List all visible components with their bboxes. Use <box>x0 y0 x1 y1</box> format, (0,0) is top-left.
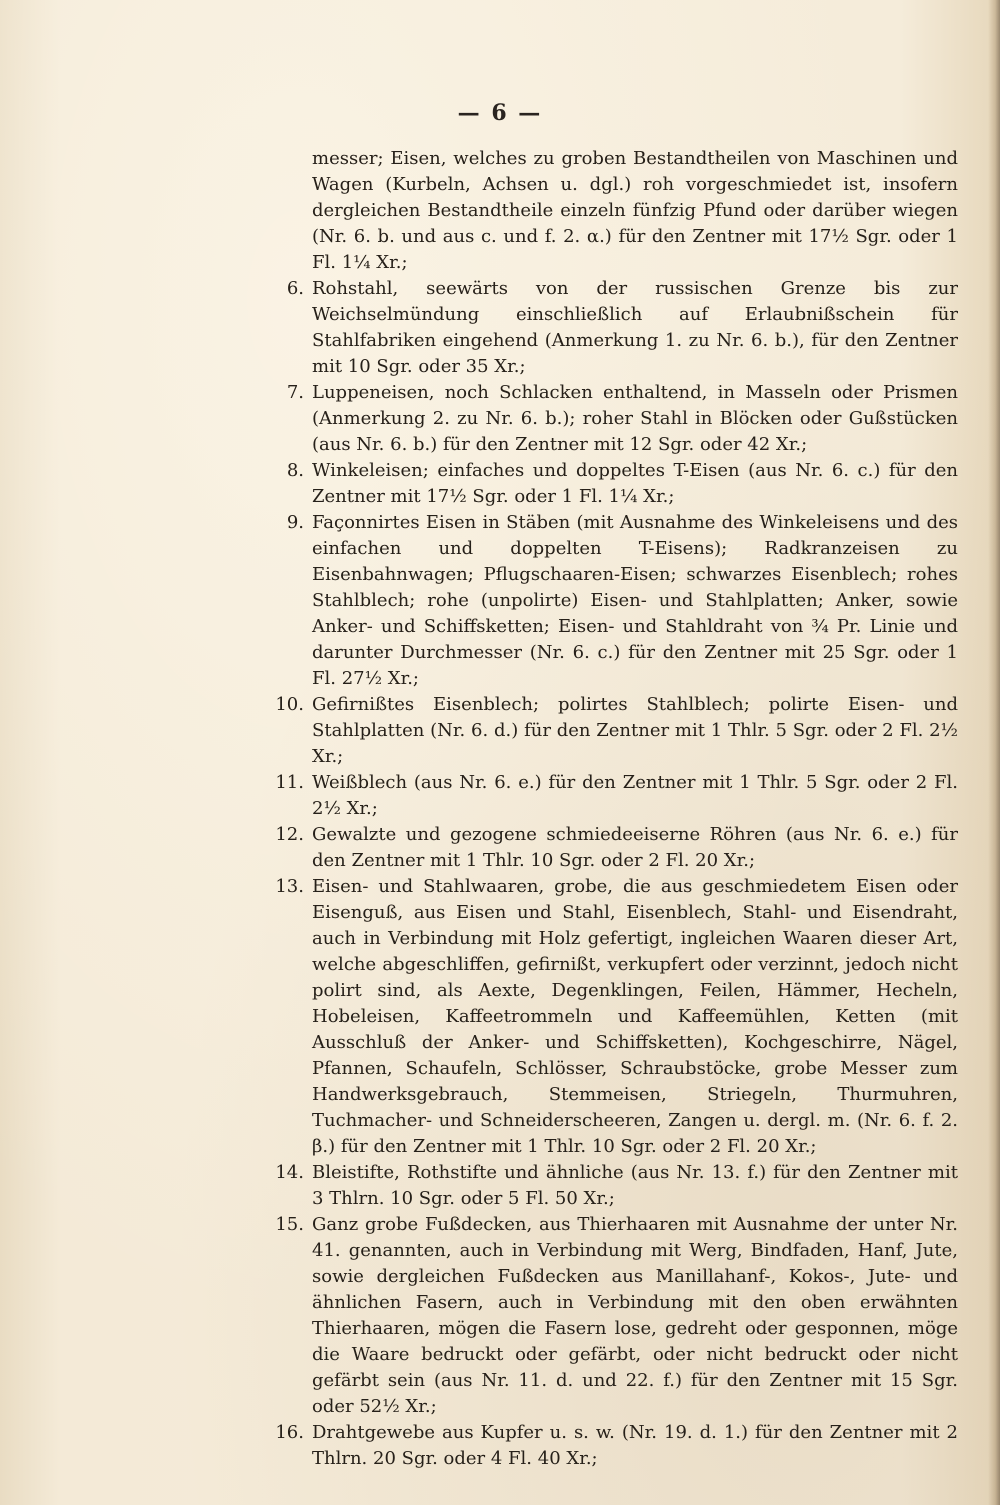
list-item <box>286 458 958 510</box>
item-number: 10. <box>275 694 304 715</box>
item-text: Rohstahl, seewärts von der russischen Grenze bis zur Weichselmündung einschließlich auf Erlaubnißschein für Stahlfabriken eingehend (Anmerkung 1. zu Nr. 6. b.), für den Zentner mit 10 Sgr. oder 35 Xr.; <box>312 278 958 377</box>
list-item <box>275 770 958 822</box>
list-item <box>275 1212 958 1420</box>
list-item <box>275 1160 958 1212</box>
item-text: Weißblech (aus Nr. 6. e.) für den Zentner mit 1 Thlr. 5 Sgr. oder 2 Fl. 2½ Xr.; <box>312 772 958 819</box>
item-text: Drahtgewebe aus Kupfer u. s. w. (Nr. 19. d. 1.) für den Zentner mit 2 Thlrn. 20 Sgr. oder 4 Fl. 40 Xr.; <box>312 1422 958 1469</box>
item-number: 12. <box>275 824 304 845</box>
item-number: 15. <box>275 1214 304 1235</box>
page-number: — 6 — <box>457 100 543 126</box>
item-text: Eisen- und Stahlwaaren, grobe, die aus geschmiedetem Eisen oder Eisenguß, aus Eisen und Stahl, Eisenblech, Stahl- und Eisendraht, auch in Verbindung mit Holz gefertigt, ingleichen Waaren dieser Art, welche abgeschliffen, gefirnißt, verkupfert oder verzinnt, jedoch nicht polirt sind, als Aexte, Degenklingen, Feilen, Hämmer, Hecheln, Hobeleisen, Kaffeetrommeln und Kaffeemühlen, Ketten (mit Ausschluß der Anker- und Schiffsketten), Kochgeschirre, Nägel, Pfannen, Schaufeln, Schlösser, Schraubstöcke, grobe Messer zum Handwerksgebrauch, Stemmeisen, Striegeln, Thurmuhren, Tuchmacher- und Schneiderscheeren, Zangen u. dergl. m. (Nr. 6. f. 2. β.) für den Zentner mit 1 Thlr. 10 Sgr. oder 2 Fl. 20 Xr.; <box>312 876 958 1157</box>
item-text: Luppeneisen, noch Schlacken enthaltend, in Masseln oder Prismen (Anmerkung 2. zu Nr. 6. b.); roher Stahl in Blöcken oder Gußstücken (aus Nr. 6. b.) für den Zentner mit 12 Sgr. oder 42 Xr.; <box>312 382 958 455</box>
item-text: Façonnirtes Eisen in Stäben (mit Ausnahme des Winkeleisens und des einfachen und doppelten T-Eisens); Radkranzeisen zu Eisenbahnwagen; Pflugschaaren-Eisen; schwarzes Eisenblech; rohes Stahlblech; rohe (unpolirte) Eisen- und Stahlplatten; Anker, sowie Anker- und Schiffsketten; Eisen- und Stahldraht von ¾ Pr. Linie und darunter Durchmesser (Nr. 6. c.) für den Zentner mit 25 Sgr. oder 1 Fl. 27½ Xr.; <box>312 512 958 689</box>
item-text: Ganz grobe Fußdecken, aus Thierhaaren mit Ausnahme der unter Nr. 41. genannten, auch in Verbindung mit Werg, Bindfaden, Hanf, Jute, sowie dergleichen Fußdecken aus Manillahanf-, Kokos-, Jute- und ähnlichen Fasern, auch in Verbindung mit den oben erwähnten Thierhaaren, mögen die Fasern lose, gedreht oder gesponnen, möge die Waare bedruckt oder gefärbt, oder nicht bedruckt oder nicht gefärbt sein (aus Nr. 11. d. und 22. f.) für den Zentner mit 15 Sgr. oder 52½ Xr.; <box>312 1214 958 1417</box>
item-number: 6. <box>286 278 304 299</box>
list-item <box>275 1420 958 1472</box>
item-text: Gefirnißtes Eisenblech; polirtes Stahlblech; polirte Eisen- und Stahlplatten (Nr. 6. d.) für den Zentner mit 1 Thlr. 5 Sgr. oder 2 Fl. 2½ Xr.; <box>312 694 958 767</box>
list-item <box>275 692 958 770</box>
list-item <box>286 276 958 380</box>
list-item <box>286 510 958 692</box>
tariff-list <box>275 146 958 1472</box>
list-item <box>275 822 958 874</box>
list-item <box>275 874 958 1160</box>
item-number: 9. <box>286 512 304 533</box>
item-number: 7. <box>286 382 304 403</box>
item-text: Winkeleisen; einfaches und doppeltes T-Eisen (aus Nr. 6. c.) für den Zentner mit 17½ Sgr. oder 1 Fl. 1¼ Xr.; <box>312 460 958 507</box>
page-spine-shadow <box>988 0 1000 1505</box>
list-item <box>286 380 958 458</box>
list-item <box>312 146 958 276</box>
item-number: 16. <box>275 1422 304 1443</box>
item-text: Gewalzte und gezogene schmiedeeiserne Röhren (aus Nr. 6. e.) für den Zentner mit 1 Thlr. 10 Sgr. oder 2 Fl. 20 Xr.; <box>312 824 958 871</box>
item-number: 11. <box>275 772 304 793</box>
item-number: 14. <box>275 1162 304 1183</box>
item-text: Bleistifte, Rothstifte und ähnliche (aus Nr. 13. f.) für den Zentner mit 3 Thlrn. 10 Sgr. oder 5 Fl. 50 Xr.; <box>312 1162 958 1209</box>
item-number: 13. <box>275 876 304 897</box>
item-text: messer; Eisen, welches zu groben Bestandtheilen von Maschinen und Wagen (Kurbeln, Achsen u. dgl.) roh vorgeschmiedet ist, insofern dergleichen Bestandtheile einzeln fünfzig Pfund oder darüber wiegen (Nr. 6. b. und aus c. und f. 2. α.) für den Zentner mit 17½ Sgr. oder 1 Fl. 1¼ Xr.; <box>312 148 958 273</box>
item-number: 8. <box>286 460 304 481</box>
